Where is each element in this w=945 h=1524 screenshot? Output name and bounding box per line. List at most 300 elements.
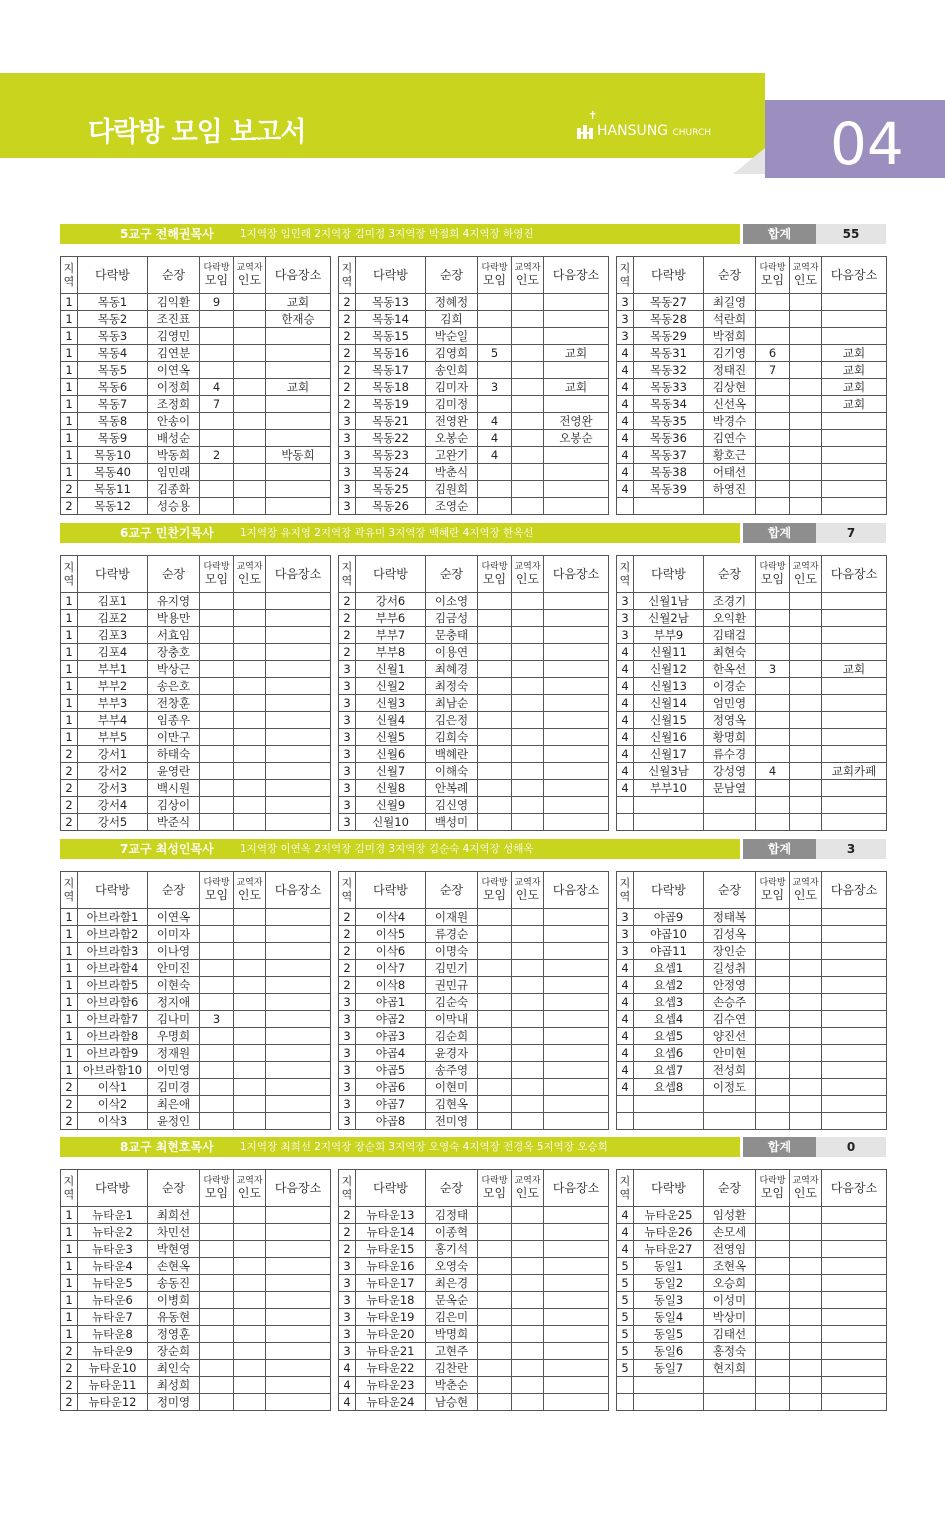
table-cell: 동일4 — [634, 1309, 704, 1326]
table-row — [61, 977, 331, 994]
table-cell — [512, 1309, 544, 1326]
table-cell: 3 — [617, 926, 634, 943]
table-cell: 장순희 — [148, 1343, 200, 1360]
table-cell — [790, 1045, 822, 1062]
table-cell — [266, 1113, 331, 1130]
table-cell: 강서5 — [78, 814, 148, 831]
table-cell: 현지희 — [704, 1360, 756, 1377]
table-cell: 요셉6 — [634, 1045, 704, 1062]
table-row — [61, 311, 331, 328]
col-region: 지 역 — [339, 1170, 356, 1207]
table-cell — [478, 780, 512, 797]
table-cell: 윤경자 — [426, 1045, 478, 1062]
col-evangelist: 교역자 인도 — [512, 257, 544, 294]
table-row — [61, 1224, 331, 1241]
table-cell — [822, 1309, 887, 1326]
table-cell: 1 — [61, 909, 78, 926]
col-meeting: 다락방 모임 — [200, 257, 234, 294]
table-cell: 4 — [339, 1360, 356, 1377]
table-cell: 2 — [61, 481, 78, 498]
table-row — [617, 447, 887, 464]
table-row — [617, 1207, 887, 1224]
table-cell — [512, 362, 544, 379]
table-cell: 1 — [61, 712, 78, 729]
table-cell: 1 — [61, 1224, 78, 1241]
table-cell — [200, 926, 234, 943]
section-band — [60, 523, 740, 543]
table-cell: 목동21 — [356, 413, 426, 430]
table-cell: 고완기 — [426, 447, 478, 464]
table-cell: 홍정숙 — [704, 1343, 756, 1360]
table-cell — [544, 729, 609, 746]
table-cell: 3 — [339, 1045, 356, 1062]
table-cell — [200, 1309, 234, 1326]
table-cell: 윤정인 — [148, 1113, 200, 1130]
table-cell — [512, 644, 544, 661]
table-cell: 목동17 — [356, 362, 426, 379]
table-cell: 신월8 — [356, 780, 426, 797]
table-cell — [822, 627, 887, 644]
table-cell: 교회 — [822, 345, 887, 362]
table-cell: 김신영 — [426, 797, 478, 814]
table-cell: 뉴타운12 — [78, 1394, 148, 1411]
table-cell — [478, 1258, 512, 1275]
table-row — [339, 746, 609, 763]
table-row — [339, 1258, 609, 1275]
table-cell: 강서4 — [78, 797, 148, 814]
table-row — [61, 1207, 331, 1224]
table-cell: 신월11 — [634, 644, 704, 661]
table-cell: 목동8 — [78, 413, 148, 430]
table-cell: 목동9 — [78, 430, 148, 447]
table-cell: 신월1남 — [634, 593, 704, 610]
table-row — [339, 345, 609, 362]
table-row — [61, 943, 331, 960]
table-cell — [756, 926, 790, 943]
table-cell: 2 — [61, 1113, 78, 1130]
table-cell: 이현숙 — [148, 977, 200, 994]
table-cell — [234, 797, 266, 814]
table-cell: 1 — [61, 1309, 78, 1326]
table-cell: 2 — [61, 1079, 78, 1096]
table-cell — [234, 712, 266, 729]
table-cell — [822, 994, 887, 1011]
table-cell — [234, 396, 266, 413]
table-row — [617, 362, 887, 379]
col-region: 지 역 — [339, 872, 356, 909]
table-cell — [617, 498, 634, 515]
table-cell: 부부5 — [78, 729, 148, 746]
table-cell — [234, 1360, 266, 1377]
table-cell: 2 — [339, 943, 356, 960]
table-cell: 4 — [617, 780, 634, 797]
table-cell: 4 — [756, 763, 790, 780]
table-cell: 3 — [339, 695, 356, 712]
table-cell — [822, 413, 887, 430]
col-meeting: 다락방 모임 — [478, 872, 512, 909]
table-cell: 뉴타운21 — [356, 1343, 426, 1360]
table-cell — [822, 1011, 887, 1028]
table-cell: 부부4 — [78, 712, 148, 729]
table-row — [61, 678, 331, 695]
table-cell — [704, 1113, 756, 1130]
table-cell: 1 — [61, 1241, 78, 1258]
table-cell: 5 — [617, 1275, 634, 1292]
table-cell: 3 — [617, 610, 634, 627]
table-cell: 정태복 — [704, 909, 756, 926]
table-cell — [822, 593, 887, 610]
table-cell: 3 — [339, 1011, 356, 1028]
table-cell — [200, 1096, 234, 1113]
page-fold — [733, 148, 765, 174]
table-row — [617, 1326, 887, 1343]
table-cell — [266, 1360, 331, 1377]
table-cell: 이만구 — [148, 729, 200, 746]
table-cell: 2 — [61, 797, 78, 814]
table-row — [61, 695, 331, 712]
table-cell: 길성취 — [704, 960, 756, 977]
table-cell — [200, 1360, 234, 1377]
table-cell — [234, 977, 266, 994]
table-cell — [266, 712, 331, 729]
table-cell: 뉴타운24 — [356, 1394, 426, 1411]
table-cell — [512, 746, 544, 763]
table-cell — [756, 1079, 790, 1096]
table-cell — [544, 1309, 609, 1326]
table-cell: 오승희 — [704, 1275, 756, 1292]
table-row — [617, 294, 887, 311]
table-row — [617, 1011, 887, 1028]
col-next-place: 다음장소 — [544, 872, 609, 909]
table-cell — [266, 1394, 331, 1411]
col-meeting: 다락방 모임 — [200, 556, 234, 593]
table-cell: 이삭1 — [78, 1079, 148, 1096]
table-cell — [822, 977, 887, 994]
table-row — [339, 1309, 609, 1326]
table-cell: 전성희 — [704, 1062, 756, 1079]
table-row — [617, 1343, 887, 1360]
table-cell — [200, 1258, 234, 1275]
table-cell — [790, 1309, 822, 1326]
table-cell — [266, 661, 331, 678]
table-row — [617, 1309, 887, 1326]
col-evangelist: 교역자 인도 — [234, 556, 266, 593]
table-cell — [234, 1394, 266, 1411]
col-next-place: 다음장소 — [544, 556, 609, 593]
table-cell: 이나영 — [148, 943, 200, 960]
table-cell: 박경수 — [704, 413, 756, 430]
table-cell: 김익환 — [148, 294, 200, 311]
table-cell: 이소영 — [426, 593, 478, 610]
table-row — [339, 1377, 609, 1394]
table-cell: 3 — [339, 1343, 356, 1360]
table-cell: 김상이 — [148, 797, 200, 814]
table-cell — [544, 1062, 609, 1079]
table-cell — [617, 1377, 634, 1394]
col-leader: 순장 — [148, 872, 200, 909]
table-cell — [512, 994, 544, 1011]
table-cell — [822, 328, 887, 345]
table-row — [617, 413, 887, 430]
table-row — [339, 627, 609, 644]
table-row — [339, 593, 609, 610]
table-cell: 목동18 — [356, 379, 426, 396]
table-cell — [266, 729, 331, 746]
table-row — [617, 695, 887, 712]
table-cell — [822, 311, 887, 328]
table-cell: 뉴타운18 — [356, 1292, 426, 1309]
table-cell: 뉴타운23 — [356, 1377, 426, 1394]
table-cell — [478, 1360, 512, 1377]
col-darak: 다락방 — [356, 257, 426, 294]
table-cell: 목동24 — [356, 464, 426, 481]
table-cell — [234, 661, 266, 678]
table-cell: 4 — [617, 994, 634, 1011]
table-cell — [512, 695, 544, 712]
table-cell: 야곱6 — [356, 1079, 426, 1096]
table-cell — [200, 797, 234, 814]
table-row — [61, 498, 331, 515]
table-cell — [266, 1241, 331, 1258]
table-cell: 7 — [200, 396, 234, 413]
table-cell: 김희숙 — [426, 729, 478, 746]
table-row — [61, 909, 331, 926]
table-cell: 3 — [339, 1309, 356, 1326]
table-cell: 4 — [617, 644, 634, 661]
region-leaders: 1지역장 임민래 2지역장 김미정 3지역장 박점희 4지역장 하영진 — [240, 228, 534, 240]
table-cell — [266, 1377, 331, 1394]
table-cell — [822, 644, 887, 661]
col-next-place: 다음장소 — [822, 556, 887, 593]
table-row — [61, 661, 331, 678]
table-cell: 신월6 — [356, 746, 426, 763]
table-cell: 3 — [339, 464, 356, 481]
table-cell: 뉴타운10 — [78, 1360, 148, 1377]
table-cell — [478, 746, 512, 763]
table-cell — [756, 447, 790, 464]
table-cell — [478, 1062, 512, 1079]
table-cell: 최남순 — [426, 695, 478, 712]
table-cell — [822, 1028, 887, 1045]
table-cell — [200, 1079, 234, 1096]
table-cell: 목동34 — [634, 396, 704, 413]
table-cell: 1 — [61, 413, 78, 430]
table-cell — [704, 1394, 756, 1411]
table-cell: 4 — [617, 712, 634, 729]
table-cell: 4 — [339, 1377, 356, 1394]
table-cell — [544, 780, 609, 797]
table-cell — [822, 1360, 887, 1377]
table-cell — [822, 1241, 887, 1258]
report-table — [60, 871, 331, 1130]
table-row — [339, 977, 609, 994]
cross-icon: ✝ — [588, 109, 598, 122]
table-cell: 동일6 — [634, 1343, 704, 1360]
table-cell — [704, 797, 756, 814]
col-leader: 순장 — [426, 556, 478, 593]
table-cell — [822, 1275, 887, 1292]
total-label: 합계 — [743, 523, 816, 543]
table-cell — [790, 943, 822, 960]
table-cell — [756, 1224, 790, 1241]
table-cell — [512, 1079, 544, 1096]
table-row — [61, 345, 331, 362]
table-cell — [544, 1028, 609, 1045]
table-cell — [512, 1275, 544, 1292]
table-cell — [512, 1258, 544, 1275]
table-cell — [200, 644, 234, 661]
table-cell — [756, 780, 790, 797]
table-cell — [790, 746, 822, 763]
table-cell — [478, 610, 512, 627]
table-row — [339, 1096, 609, 1113]
table-cell: 2 — [339, 644, 356, 661]
table-cell — [478, 797, 512, 814]
table-row — [339, 1343, 609, 1360]
table-cell — [790, 413, 822, 430]
table-cell: 정영훈 — [148, 1326, 200, 1343]
table-cell: 어태선 — [704, 464, 756, 481]
table-cell: 2 — [339, 311, 356, 328]
table-cell: 목동38 — [634, 464, 704, 481]
pastor-name: 5교구 전해권목사 — [120, 227, 214, 241]
table-cell: 성승용 — [148, 498, 200, 515]
table-cell — [512, 712, 544, 729]
table-cell — [512, 909, 544, 926]
table-cell: 김포4 — [78, 644, 148, 661]
table-cell — [822, 1292, 887, 1309]
table-cell — [544, 1224, 609, 1241]
table-cell: 아브라함10 — [78, 1062, 148, 1079]
table-cell — [822, 294, 887, 311]
table-cell — [234, 1045, 266, 1062]
table-cell: 이종혁 — [426, 1224, 478, 1241]
col-darak: 다락방 — [78, 872, 148, 909]
table-row — [617, 1360, 887, 1377]
col-leader: 순장 — [704, 1170, 756, 1207]
table-cell — [544, 294, 609, 311]
table-cell: 4 — [478, 430, 512, 447]
table-cell — [822, 481, 887, 498]
col-leader: 순장 — [704, 872, 756, 909]
table-cell: 1 — [61, 610, 78, 627]
table-cell — [234, 1309, 266, 1326]
col-darak: 다락방 — [78, 1170, 148, 1207]
table-cell: 강서1 — [78, 746, 148, 763]
table-cell: 이삭2 — [78, 1096, 148, 1113]
table-cell: 하영진 — [704, 481, 756, 498]
table-cell — [756, 712, 790, 729]
table-row — [617, 644, 887, 661]
table-cell — [266, 1062, 331, 1079]
table-cell — [790, 763, 822, 780]
table-cell — [200, 430, 234, 447]
table-cell: 유동현 — [148, 1309, 200, 1326]
table-cell: 뉴타운15 — [356, 1241, 426, 1258]
table-cell: 야곱10 — [634, 926, 704, 943]
table-cell — [822, 943, 887, 960]
table-cell: 4 — [617, 1207, 634, 1224]
table-row — [339, 396, 609, 413]
table-cell: 신월5 — [356, 729, 426, 746]
table-cell: 이정도 — [704, 1079, 756, 1096]
table-row — [61, 328, 331, 345]
table-row — [61, 1241, 331, 1258]
table-cell: 송인희 — [426, 362, 478, 379]
table-header — [339, 872, 609, 909]
total-label: 합계 — [743, 839, 816, 859]
col-evangelist: 교역자 인도 — [790, 1170, 822, 1207]
col-region: 지 역 — [617, 1170, 634, 1207]
table-row — [617, 1079, 887, 1096]
table-cell — [200, 593, 234, 610]
table-row — [617, 1377, 887, 1394]
table-cell: 3 — [339, 498, 356, 515]
table-cell: 김민기 — [426, 960, 478, 977]
table-header — [339, 556, 609, 593]
table-cell: 3 — [339, 1062, 356, 1079]
table-cell — [822, 1326, 887, 1343]
table-cell — [756, 1113, 790, 1130]
table-row — [339, 413, 609, 430]
table-header — [617, 1170, 887, 1207]
table-cell — [756, 498, 790, 515]
table-cell — [478, 1096, 512, 1113]
table-cell: 3 — [339, 430, 356, 447]
table-cell — [200, 678, 234, 695]
table-cell — [790, 712, 822, 729]
church-building-icon — [577, 125, 593, 139]
table-cell — [544, 977, 609, 994]
table-cell: 3 — [339, 678, 356, 695]
table-cell: 목동29 — [634, 328, 704, 345]
table-cell — [266, 994, 331, 1011]
table-cell — [266, 328, 331, 345]
table-cell: 이용연 — [426, 644, 478, 661]
table-cell: 4 — [617, 481, 634, 498]
table-cell: 4 — [478, 447, 512, 464]
table-cell: 뉴타운1 — [78, 1207, 148, 1224]
table-cell — [512, 814, 544, 831]
table-cell — [790, 1326, 822, 1343]
table-cell: 김수연 — [704, 1011, 756, 1028]
table-cell — [478, 926, 512, 943]
table-cell — [790, 661, 822, 678]
table-cell — [512, 960, 544, 977]
table-cell — [266, 1258, 331, 1275]
table-cell — [790, 1343, 822, 1360]
table-cell: 엄민영 — [704, 695, 756, 712]
col-leader: 순장 — [426, 872, 478, 909]
table-cell — [266, 644, 331, 661]
table-cell — [200, 1045, 234, 1062]
table-cell — [544, 797, 609, 814]
table-cell: 김순희 — [426, 1028, 478, 1045]
col-meeting: 다락방 모임 — [478, 1170, 512, 1207]
table-row — [339, 430, 609, 447]
table-cell: 뉴타운8 — [78, 1326, 148, 1343]
table-cell: 이명숙 — [426, 943, 478, 960]
table-cell: 김금성 — [426, 610, 478, 627]
table-cell — [544, 1011, 609, 1028]
table-cell: 뉴타운16 — [356, 1258, 426, 1275]
table-cell: 문남열 — [704, 780, 756, 797]
table-cell: 요셉4 — [634, 1011, 704, 1028]
table-cell: 아브라함6 — [78, 994, 148, 1011]
table-row — [339, 1394, 609, 1411]
table-row — [339, 943, 609, 960]
table-cell — [234, 1241, 266, 1258]
